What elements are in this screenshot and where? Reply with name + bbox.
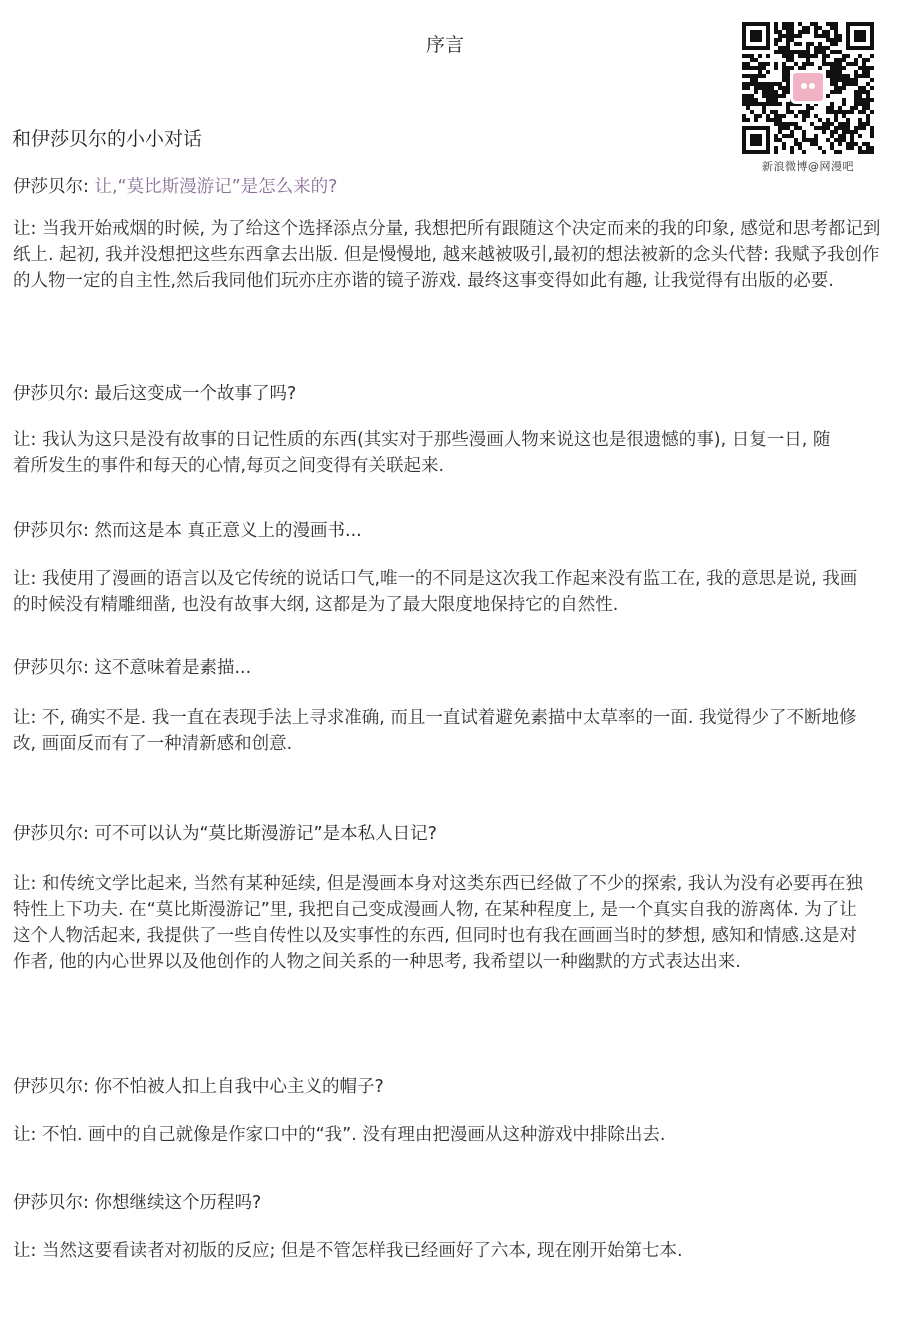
dialogue-text: 当然这要看读者对初版的反应; 但是不管怎样我已经画好了六本, 现在刚开始第七本. [36,1241,683,1261]
dialogue-answer [13,216,893,294]
dialogue-answer [13,1238,893,1264]
dialogue-question [13,1074,893,1100]
dialogue-question [13,821,893,847]
dialogue-text: 最后这变成一个故事了吗? [88,384,297,404]
speaker-label: 让: [13,708,37,728]
page-title: 序言 [425,34,464,56]
speaker-label: 让: [13,1241,37,1261]
dialogue-question [13,381,893,407]
dialogue-text: 我认为这只是没有故事的日记性质的东西(其实对于那些漫画人物来说这也是很遗憾的事), 日复一日, 随着所发生的事件和每天的心情,每页之间变得有关联起来. [13,430,831,476]
qr-logo-icon [790,70,826,104]
dialogue-text: 你想继续这个历程吗? [88,1193,262,1213]
speaker-label: 伊莎贝尔: [13,824,89,844]
dialogue-text: 这不意味着是素描... [88,658,252,678]
qr-code-block [738,18,878,176]
speaker-label: 伊莎贝尔: [13,1077,89,1097]
speaker-label: 伊莎贝尔: [13,521,89,541]
dialogue-text: 当我开始戒烟的时候, 为了给这个选择添点分量, 我想把所有跟随这个决定而来的我的印象, 感觉和思考都记到纸上. 起初, 我并没想把这些东西拿去出版. 但是慢慢地, 越来越被吸引,最初的想法被新的念头代替: 我赋予我创作的人物一定的自主性,然后我同他们玩亦庄亦谐的镜子游戏. 最终这事变得如此有趣, 让我觉得有出版的必要. [13,219,881,291]
dialogue-text: 不怕. 画中的自己就像是作家口中的“我”. 没有理由把漫画从这种游戏中排除出去. [36,1125,666,1145]
speaker-label: 让: [13,219,37,239]
page-subtitle: 和伊莎贝尔的小小对话 [12,128,203,150]
speaker-label: 伊莎贝尔: [13,177,89,197]
dialogue-text: 可不可以认为“莫比斯漫游记”是本私人日记? [88,824,437,844]
speaker-label: 伊莎贝尔: [13,1193,89,1213]
dialogue-text: 和传统文学比起来, 当然有某种延续, 但是漫画本身对这类东西已经做了不少的探索, 我认为没有必要再在独特性上下功夫. 在“莫比斯漫游记”里, 我把自己变成漫画人物, 在某种程度上, 是一个真实自我的游离体. 为了让这个人物活起来, 我提供了一些自传性以及实事性的东西, 但同时也有我在画画当时的梦想, 感知和情感.这是对作者, 他的内心世界以及他创作的人物之间关系的一种思考, 我希望以一种幽默的方式表达出来. [13,874,863,972]
dialogue-answer [13,427,843,479]
dialogue-question [13,1190,893,1216]
dialogue-text: 你不怕被人扣上自我中心主义的帽子? [88,1077,384,1097]
dialogue-text: 然而这是本 真正意义上的漫画书... [88,521,362,541]
dialogue-text: 不, 确实不是. 我一直在表现手法上寻求准确, 而且一直试着避免素描中太草率的一面. 我觉得少了不断地修改, 画面反而有了一种清新感和创意. [13,708,857,754]
dialogue-answer [13,566,863,618]
speaker-label: 伊莎贝尔: [13,658,89,678]
speaker-label: 让: [13,1125,37,1145]
speaker-label: 让: [13,430,37,450]
dialogue-question [13,655,893,681]
speaker-label: 伊莎贝尔: [13,384,89,404]
dialogue-answer [13,871,863,975]
speaker-label: 让: [13,874,37,894]
dialogue-question [13,174,893,200]
dialogue-text: 我使用了漫画的语言以及它传统的说话口气,唯一的不同是这次我工作起来没有监工在, 我的意思是说, 我画的时候没有精雕细凿, 也没有故事大纲, 这都是为了最大限度地保持它的自然性. [13,569,858,615]
dialogue-answer [13,1122,893,1148]
dialogue-answer [13,705,863,757]
qr-caption: 新浪微博@网漫吧 [762,160,854,173]
dialogue-question [13,518,893,544]
speaker-label: 让: [13,569,37,589]
dialogue-text: 让,“莫比斯漫游记”是怎么来的? [88,177,338,197]
